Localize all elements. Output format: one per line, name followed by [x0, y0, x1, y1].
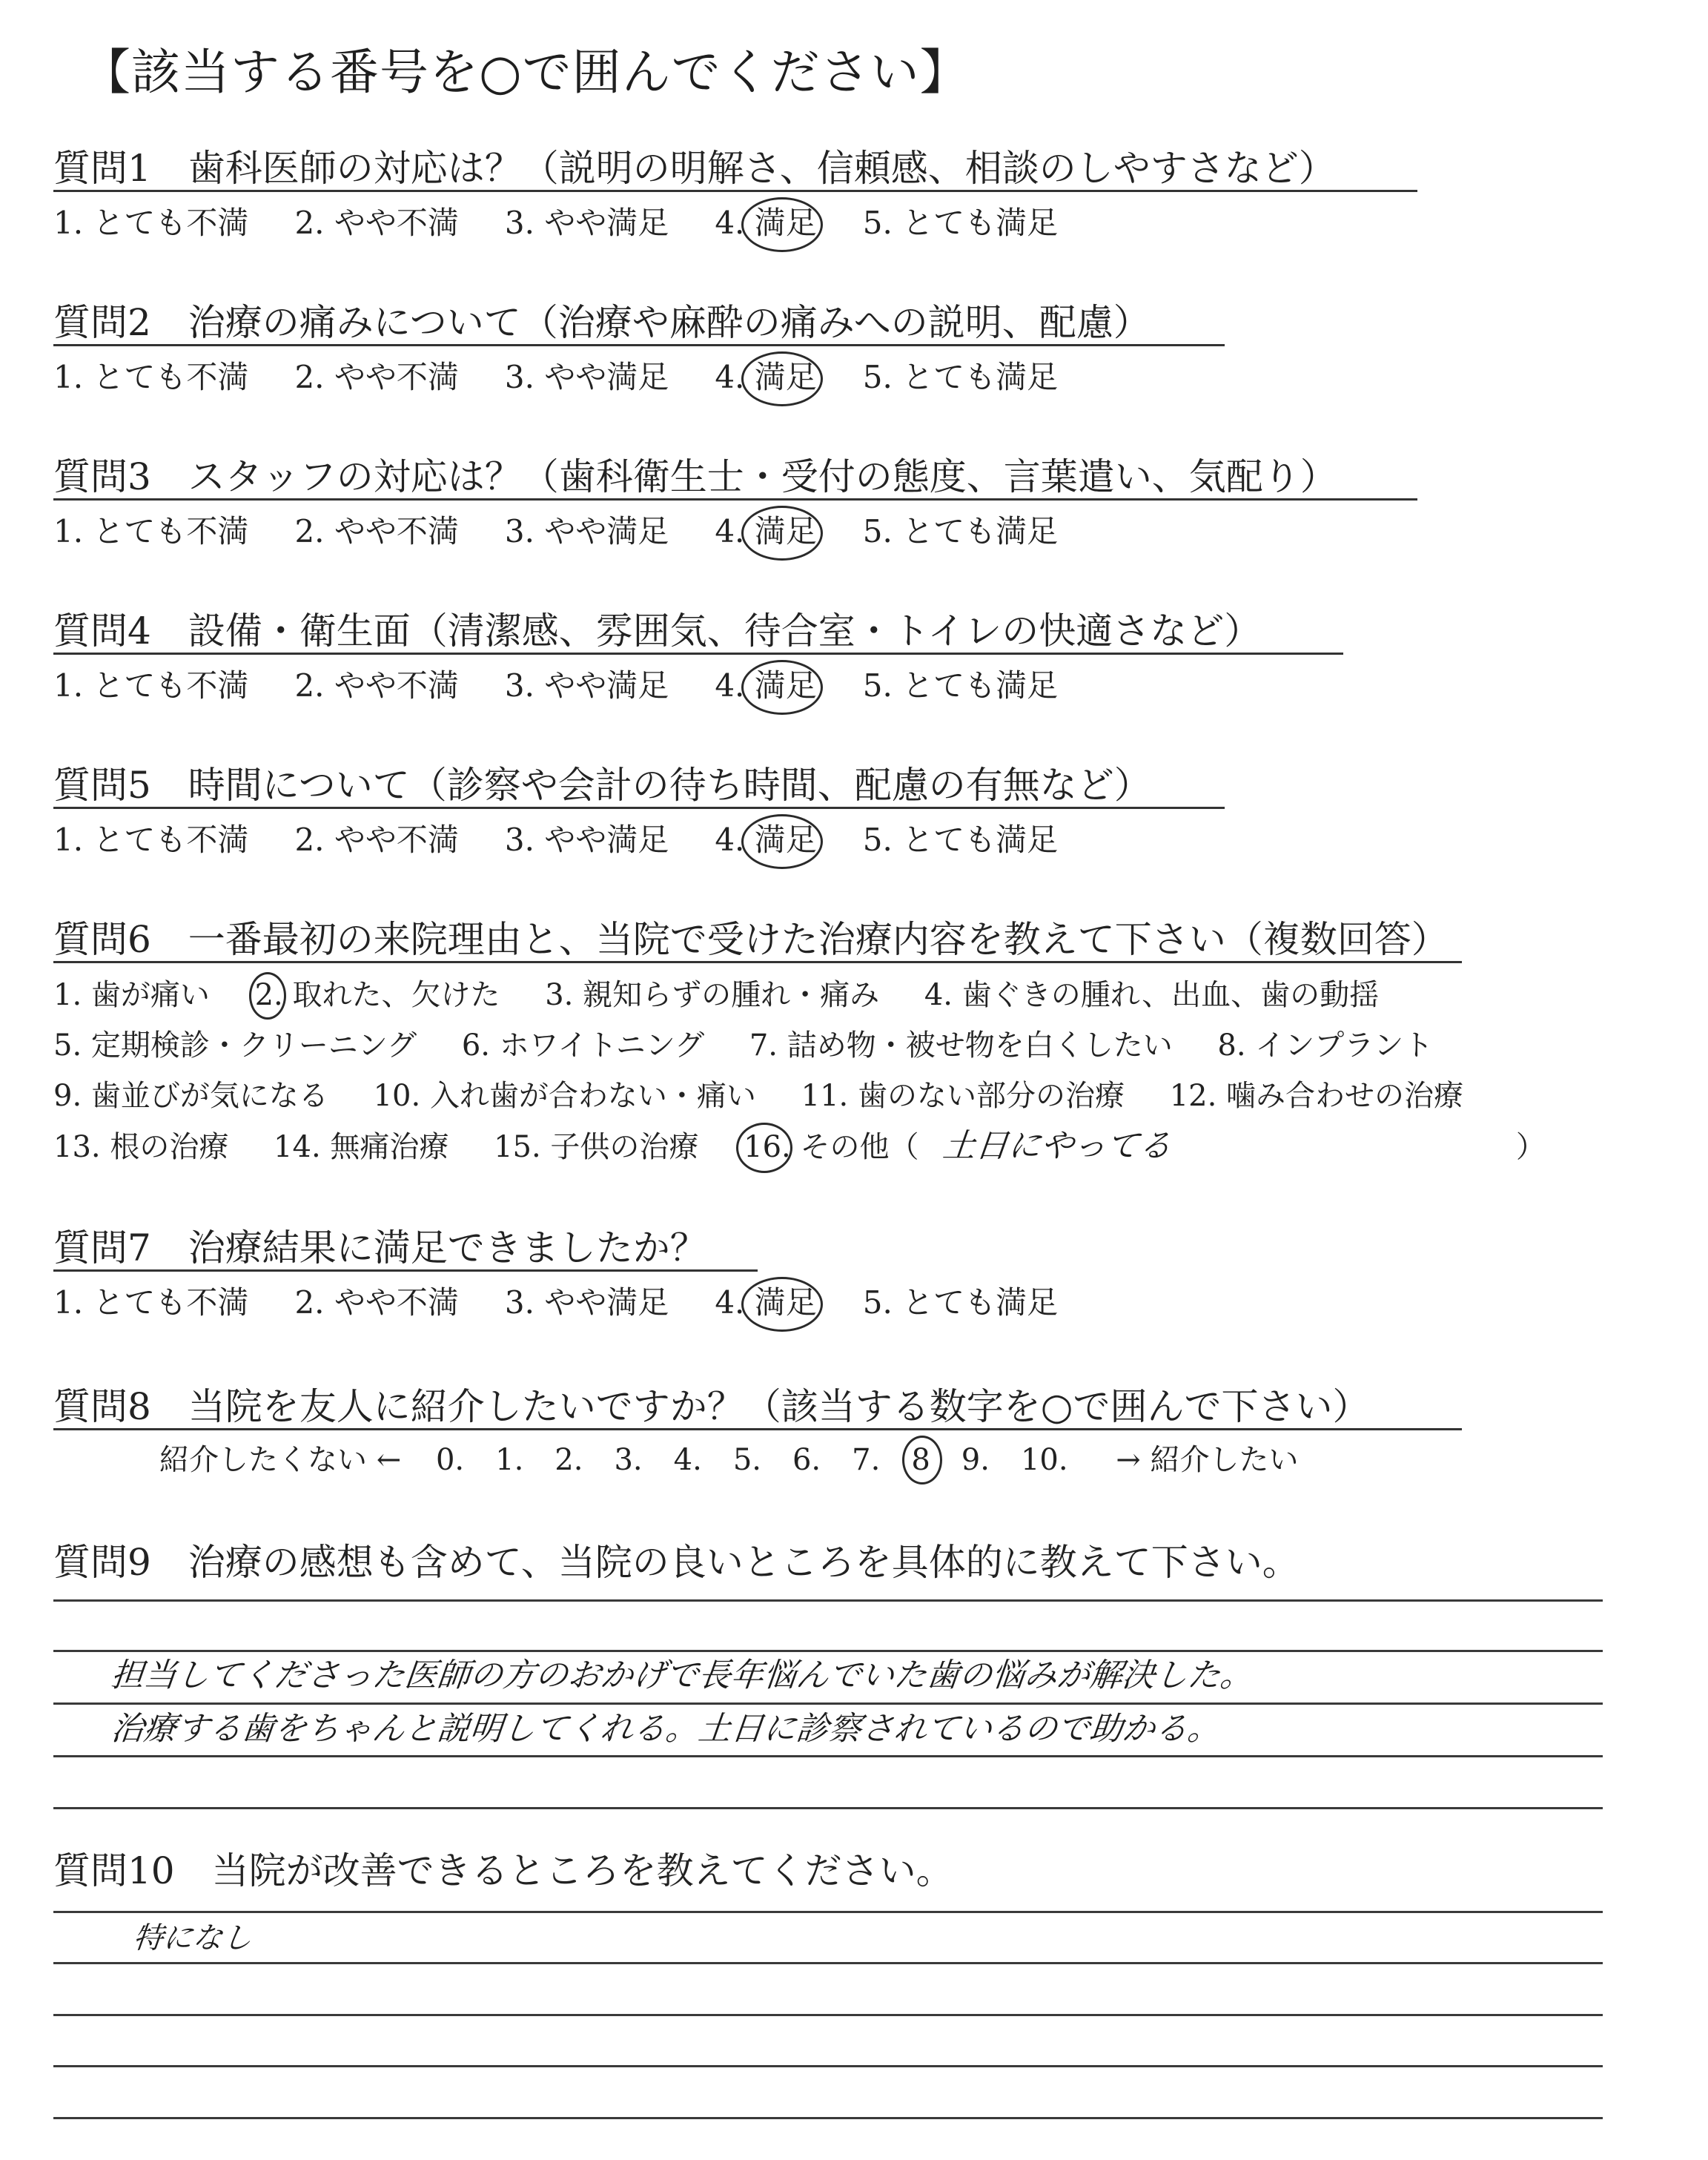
- selection-circle: [741, 351, 823, 406]
- option-4[interactable]: 4. 満足: [715, 1283, 816, 1323]
- q8-scale-6[interactable]: 6.: [792, 1443, 821, 1477]
- answer-line: [53, 2014, 1603, 2016]
- question-7-title: 質問7 治療結果に満足できましたか？: [53, 1226, 707, 1269]
- answer-line: [53, 2065, 1603, 2067]
- question-5-underline: [53, 807, 1225, 809]
- q9-answer-line-2: 治療する歯をちゃんと説明してくれる。土日に診察されているので助かる。: [109, 1710, 1222, 1748]
- option-4[interactable]: 4. 満足: [715, 820, 816, 860]
- question-6-title: 質問6 一番最初の来院理由と、当院で受けた治療内容を教えて下さい（複数回答）: [53, 918, 1449, 961]
- q8-scale-5[interactable]: 5.: [732, 1443, 761, 1477]
- answer-line: [53, 1807, 1603, 1809]
- question-4-options: [53, 666, 1104, 706]
- answer-line: [53, 1599, 1603, 1602]
- selection-circle: [741, 506, 823, 561]
- question-7-options: [53, 1283, 1104, 1323]
- q8-right-label: → 紹介したい: [1116, 1443, 1299, 1477]
- q6-row-4: [53, 1126, 1546, 1167]
- option-1[interactable]: 1. とても不満: [53, 205, 249, 241]
- q6-option-2[interactable]: 2. 取れた、欠けた: [255, 975, 500, 1015]
- option-1[interactable]: 1. とても不満: [53, 513, 249, 549]
- answer-line: [53, 1911, 1603, 1913]
- question-8-title: 質問8 当院を友人に紹介したいですか？（該当する数字を○で囲んで下さい）: [53, 1385, 1370, 1428]
- q8-scale-7[interactable]: 7.: [852, 1443, 881, 1477]
- q6-row-1: [53, 975, 1414, 1015]
- q6-option-12[interactable]: 12. 噛み合わせの治療: [1169, 1079, 1464, 1113]
- q6-option-11[interactable]: 11. 歯のない部分の治療: [801, 1079, 1125, 1113]
- q6-option-16[interactable]: 16. その他（: [744, 1127, 918, 1167]
- q8-scale-10[interactable]: 10.: [1020, 1443, 1068, 1477]
- answer-line: [53, 1962, 1603, 1964]
- option-5[interactable]: 5. とても満足: [862, 359, 1059, 395]
- option-4[interactable]: 4. 満足: [715, 512, 816, 552]
- question-10-title: 質問10 当院が改善できるところを教えてください。: [53, 1849, 953, 1892]
- option-2[interactable]: 2. やや不満: [294, 513, 459, 549]
- question-4-underline: [53, 653, 1343, 655]
- question-3-options: [53, 512, 1104, 552]
- q6-row-2: [53, 1025, 1469, 1066]
- q8-scale: [159, 1440, 1299, 1480]
- option-1[interactable]: 1. とても不満: [53, 667, 249, 704]
- q8-scale-1[interactable]: 1.: [495, 1443, 524, 1477]
- option-2[interactable]: 2. やや不満: [294, 667, 459, 704]
- question-7-underline: [53, 1269, 758, 1272]
- q8-scale-4[interactable]: 4.: [673, 1443, 702, 1477]
- q8-scale-3[interactable]: 3.: [614, 1443, 643, 1477]
- option-3[interactable]: 3. やや満足: [504, 359, 669, 395]
- option-2[interactable]: 2. やや不満: [294, 822, 459, 858]
- option-1[interactable]: 1. とても不満: [53, 359, 249, 395]
- q6-option-1[interactable]: 1. 歯が痛い: [53, 978, 210, 1012]
- q6-option-4[interactable]: 4. 歯ぐきの腫れ、出血、歯の動揺: [924, 978, 1380, 1012]
- question-4-title: 質問4 設備・衛生面（清潔感、雰囲気、待合室・トイレの快適さなど）: [53, 610, 1262, 653]
- q8-scale-9[interactable]: 9.: [961, 1443, 990, 1477]
- option-5[interactable]: 5. とても満足: [862, 205, 1059, 241]
- q6-option-5[interactable]: 5. 定期検診・クリーニング: [53, 1028, 417, 1063]
- q6-option-8[interactable]: 8. インプラント: [1217, 1028, 1434, 1063]
- question-2-title: 質問2 治療の痛みについて（治療や麻酔の痛みへの説明、配慮）: [53, 301, 1151, 344]
- q6-option-14[interactable]: 14. 無痛治療: [274, 1130, 449, 1164]
- selection-circle: [902, 1436, 942, 1484]
- q8-scale-0[interactable]: 0.: [435, 1443, 465, 1477]
- selection-circle: [741, 1277, 823, 1332]
- instruction-heading: 【該当する番号を○で囲んでください】: [82, 44, 970, 101]
- q8-scale-8[interactable]: 8: [911, 1440, 930, 1480]
- option-2[interactable]: 2. やや不満: [294, 205, 459, 241]
- option-5[interactable]: 5. とても満足: [862, 1284, 1059, 1321]
- q6-option-13[interactable]: 13. 根の治療: [53, 1130, 229, 1164]
- answer-line: [53, 1702, 1603, 1705]
- question-8-underline: [53, 1428, 1462, 1430]
- q10-answer-line-1: 特になし: [131, 1921, 254, 1955]
- answer-line: [53, 1650, 1603, 1652]
- question-1-options: [53, 203, 1104, 243]
- answer-line: [53, 2117, 1603, 2119]
- q6-option-15[interactable]: 15. 子供の治療: [494, 1130, 699, 1164]
- q6-other-text: 土日にやってる: [941, 1127, 1174, 1165]
- option-4[interactable]: 4. 満足: [715, 666, 816, 706]
- q6-row-3: [53, 1076, 1499, 1116]
- option-3[interactable]: 3. やや満足: [504, 205, 669, 241]
- option-5[interactable]: 5. とても満足: [862, 513, 1059, 549]
- question-2-underline: [53, 344, 1225, 346]
- option-3[interactable]: 3. やや満足: [504, 513, 669, 549]
- question-2-options: [53, 357, 1104, 397]
- q6-option-9[interactable]: 9. 歯並びが気になる: [53, 1079, 328, 1113]
- option-2[interactable]: 2. やや不満: [294, 1284, 459, 1321]
- option-5[interactable]: 5. とても満足: [862, 667, 1059, 704]
- option-4[interactable]: 4. 満足: [715, 203, 816, 243]
- question-6-underline: [53, 961, 1462, 963]
- question-5-title: 質問5 時間について（診察や会計の待ち時間、配慮の有無など）: [53, 764, 1151, 807]
- option-3[interactable]: 3. やや満足: [504, 667, 669, 704]
- question-1-underline: [53, 190, 1417, 192]
- q6-option-10[interactable]: 10. 入れ歯が合わない・痛い: [373, 1079, 756, 1113]
- q6-close-paren: ）: [1515, 1130, 1546, 1164]
- q9-answer-line-1: 担当してくださった医師の方のおかげで長年悩んでいた歯の悩みが解決した。: [109, 1657, 1255, 1694]
- q6-option-3[interactable]: 3. 親知らずの腫れ・痛み: [545, 978, 880, 1012]
- option-3[interactable]: 3. やや満足: [504, 1284, 669, 1321]
- answer-line: [53, 1755, 1603, 1757]
- q8-left-label: 紹介したくない ←: [159, 1443, 402, 1477]
- option-3[interactable]: 3. やや満足: [504, 822, 669, 858]
- selection-circle: [741, 814, 823, 869]
- question-5-options: [53, 820, 1104, 860]
- option-1[interactable]: 1. とても不満: [53, 1284, 249, 1321]
- question-9-title: 質問9 治療の感想も含めて、当院の良いところを具体的に教えて下さい。: [53, 1541, 1300, 1584]
- option-2[interactable]: 2. やや不満: [294, 359, 459, 395]
- selection-circle: [736, 1123, 792, 1173]
- q8-scale-2[interactable]: 2.: [555, 1443, 583, 1477]
- option-1[interactable]: 1. とても不満: [53, 822, 249, 858]
- question-1-title: 質問1 歯科医師の対応は？（説明の明解さ、信頼感、相談のしやすさなど）: [53, 147, 1336, 190]
- option-5[interactable]: 5. とても満足: [862, 822, 1059, 858]
- selection-circle: [741, 197, 823, 252]
- q6-option-6[interactable]: 6. ホワイトニング: [461, 1028, 705, 1063]
- question-3-title: 質問3 スタッフの対応は？（歯科衛生士・受付の態度、言葉遣い、気配り）: [53, 455, 1337, 498]
- selection-circle: [741, 660, 823, 715]
- selection-circle: [249, 972, 286, 1020]
- option-4[interactable]: 4. 満足: [715, 357, 816, 397]
- question-3-underline: [53, 498, 1417, 501]
- q6-option-7[interactable]: 7. 詰め物・被せ物を白くしたい: [749, 1028, 1173, 1063]
